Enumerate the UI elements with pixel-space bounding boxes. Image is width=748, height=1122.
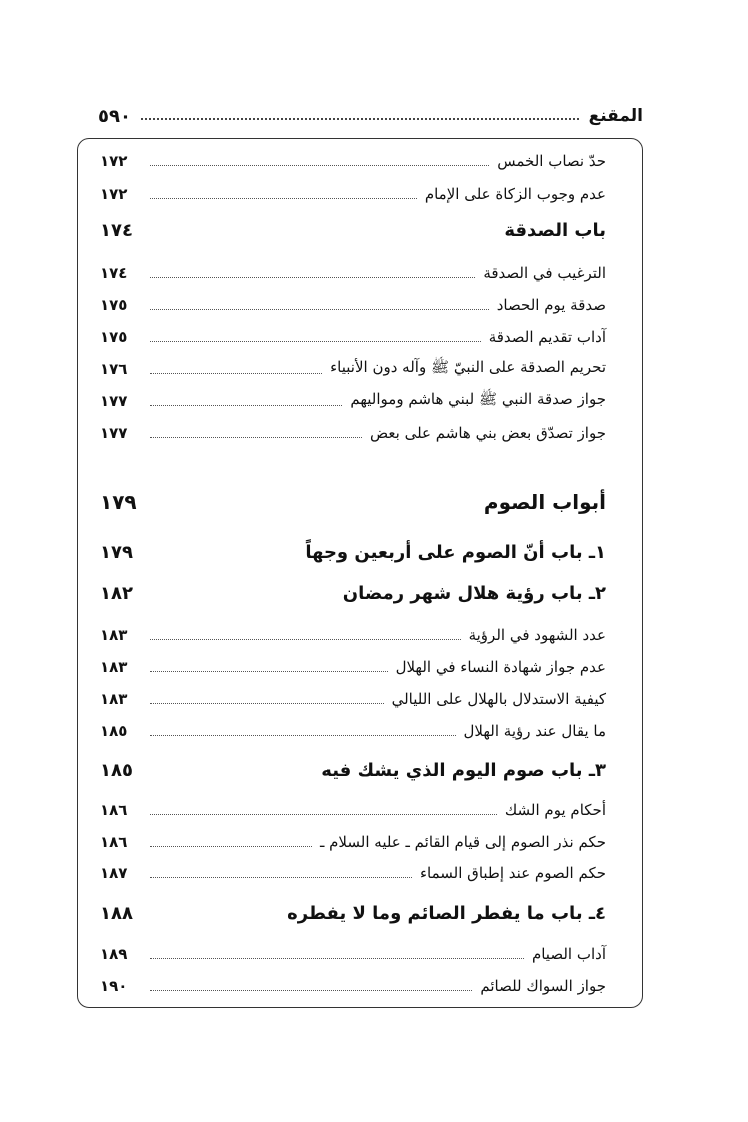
toc-entry-page: ١٨٩	[100, 945, 128, 963]
toc-entry-page: ١٨٧	[100, 864, 128, 882]
leader-dots	[150, 405, 342, 406]
toc-entry-page: ١٧٥	[100, 296, 128, 314]
leader-dots	[150, 990, 472, 991]
toc-entry	[100, 652, 606, 682]
toc-entry	[100, 146, 606, 176]
leader-dots	[150, 341, 481, 342]
toc-entry-title: عدم جواز شهادة النساء في الهلال	[395, 658, 606, 676]
section-title: ١ـ باب أنّ الصوم على أربعين وجهاً	[305, 541, 606, 563]
part-page: ١٧٩	[100, 490, 137, 514]
toc-section-heading	[100, 537, 606, 567]
toc-entry-title: ما يقال عند رؤية الهلال	[463, 722, 606, 740]
section-page: ١٧٤	[100, 219, 133, 241]
toc-entry-page: ١٨٥	[100, 722, 128, 740]
toc-entry-title: صدقة يوم الحصاد	[496, 296, 606, 314]
toc-entry-title: الترغيب في الصدقة	[483, 264, 606, 282]
toc-entry-title: عدد الشهود في الرؤية	[468, 626, 606, 644]
section-title: ٤ـ باب ما يفطر الصائم وما لا يفطره	[287, 902, 606, 924]
toc-entry-title: تحريم الصدقة على النبيّ ﷺ وآله دون الأنبياء	[330, 358, 606, 376]
toc-entry	[100, 939, 606, 969]
leader-dots	[150, 165, 489, 166]
leader-dots	[150, 309, 489, 310]
toc-entry-title: حكم نذر الصوم إلى قيام القائم ـ عليه السلام ـ	[319, 833, 606, 851]
toc-entry	[100, 258, 606, 288]
toc-section-heading	[100, 755, 606, 785]
toc-entry	[100, 795, 606, 825]
toc-entry-page: ١٧٢	[100, 152, 128, 170]
toc-entry-page: ١٨٣	[100, 690, 128, 708]
toc-entry-page: ١٩٠	[100, 977, 128, 995]
toc-entry	[100, 386, 606, 416]
toc-entry-page: ١٧٢	[100, 185, 128, 203]
leader-dots	[150, 877, 412, 878]
toc-entry-page: ١٧٤	[100, 264, 128, 282]
leader-dots	[150, 958, 524, 959]
section-page: ١٨٥	[100, 759, 133, 781]
toc-entry	[100, 354, 606, 384]
toc-section-heading	[100, 215, 606, 245]
toc-entry	[100, 684, 606, 714]
toc-entry-page: ١٨٣	[100, 658, 128, 676]
toc-entry-title: عدم وجوب الزكاة على الإمام	[424, 185, 606, 203]
leader-dots	[150, 814, 497, 815]
section-title: باب الصدقة	[504, 219, 606, 241]
toc-entry-page: ١٨٣	[100, 626, 128, 644]
toc-section-heading	[100, 898, 606, 928]
toc-entry	[100, 971, 606, 1001]
leader-dots	[150, 373, 322, 374]
section-title: ٣ـ باب صوم اليوم الذي يشك فيه	[321, 759, 606, 781]
leader-dots	[150, 198, 417, 199]
toc-entry-title: أحكام يوم الشك	[504, 801, 606, 819]
running-header	[98, 101, 643, 131]
toc-entry	[100, 858, 606, 888]
toc-entry-page: ١٧٥	[100, 328, 128, 346]
part-title: أبواب الصوم	[483, 490, 606, 514]
toc-entry	[100, 418, 606, 448]
toc-entry-title: جواز السواك للصائم	[480, 977, 606, 995]
book-title: المقنع	[588, 106, 643, 126]
leader-dots	[150, 639, 461, 640]
toc-section-heading	[100, 578, 606, 608]
toc-entry	[100, 716, 606, 746]
header-leader-dots	[141, 118, 579, 120]
toc-entry	[100, 620, 606, 650]
toc-entry	[100, 290, 606, 320]
leader-dots	[150, 671, 388, 672]
toc-entry-page: ١٨٦	[100, 801, 128, 819]
toc-entry-title: حكم الصوم عند إطباق السماء	[420, 864, 606, 882]
toc-entry	[100, 179, 606, 209]
leader-dots	[150, 277, 475, 278]
section-page: ١٨٨	[100, 902, 133, 924]
toc-part-heading	[100, 487, 606, 517]
section-page: ١٨٢	[100, 582, 133, 604]
toc-entry	[100, 827, 606, 857]
leader-dots	[150, 846, 312, 847]
section-page: ١٧٩	[100, 541, 133, 563]
leader-dots	[150, 703, 384, 704]
toc-entry-title: جواز صدقة النبي ﷺ لبني هاشم ومواليهم	[350, 390, 606, 408]
toc-entry-title: كيفية الاستدلال بالهلال على الليالي	[391, 690, 606, 708]
toc-entry-title: جواز تصدّق بعض بني هاشم على بعض	[370, 424, 606, 442]
leader-dots	[150, 437, 362, 438]
toc-entry-page: ١٧٧	[100, 424, 128, 442]
toc-entry	[100, 322, 606, 352]
leader-dots	[150, 735, 456, 736]
toc-entry-page: ١٧٧	[100, 392, 128, 410]
page-number: ٥٩٠	[98, 105, 131, 127]
toc-entry-page: ١٨٦	[100, 833, 128, 851]
toc-entry-title: آداب تقديم الصدقة	[488, 328, 606, 346]
section-title: ٢ـ باب رؤية هلال شهر رمضان	[342, 582, 606, 604]
toc-entry-title: آداب الصيام	[531, 945, 606, 963]
toc-entry-title: حدّ نصاب الخمس	[497, 152, 606, 170]
toc-entry-page: ١٧٦	[100, 360, 128, 378]
